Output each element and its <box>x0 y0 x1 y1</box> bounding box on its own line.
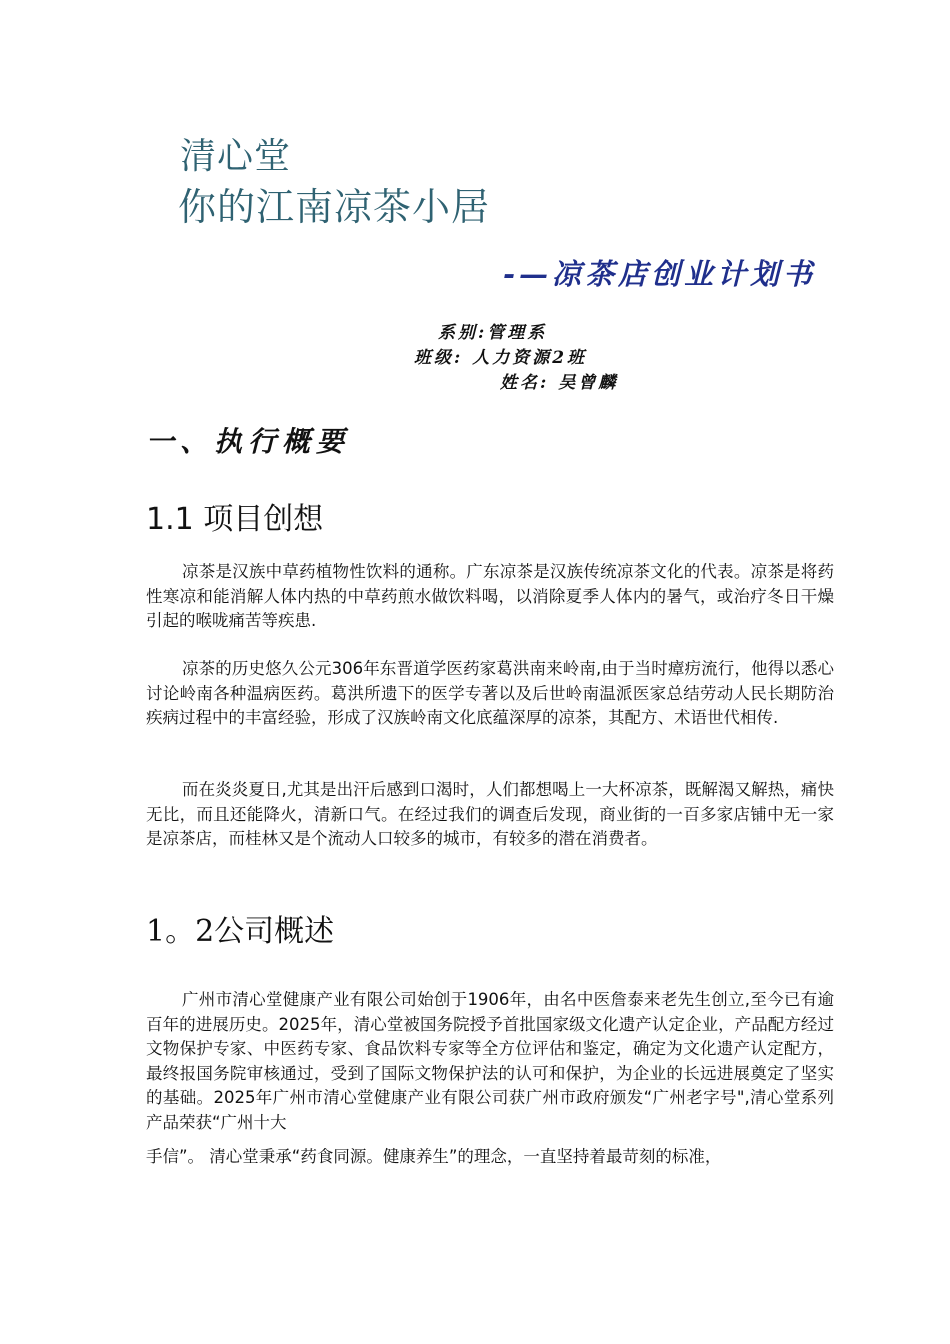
paragraph-project-idea-3: 而在炎炎夏日,尤其是出汗后感到口渴时，人们都想喝上一大杯凉茶，既解渴又解热，痛快无比，而且还能降火，清新口气。在经过我们的调查后发现，商业街的一百多家店铺中无一家是凉茶店，而桂林又是个流动人口较多的城市，有较多的潜在消费者。 <box>146 780 834 848</box>
cover-title-brand: 清心堂 <box>180 136 292 177</box>
paragraph-company-overview <box>146 988 834 1170</box>
cover-author-name: 姓名: 吴曾麟 <box>500 373 619 393</box>
paragraph-company-overview-main: 广州市清心堂健康产业有限公司始创于1906年，由名中医詹泰来老先生创立,至今已有逾百年的进展历史。2025年，清心堂被国务院授予首批国家级文化遗产认定企业，产品配方经过文物保护专家、中医药专家、食品饮料专家等全方位评估和鉴定，确定为文化遗产认定配方，最终报国务院审核通过，受到了国际文物保护法的认可和保护，为企业的长远进展奠定了坚实的基础。2025年广州市清心堂健康产业有限公司获广州市政府颁发“广州老字号",清心堂系列产品荣获“广州十大 <box>146 990 834 1132</box>
subsection-heading-project-idea: 1.1 项目创想 <box>146 502 324 537</box>
cover-class: 班级: 人力资源2班 <box>414 348 588 368</box>
paragraph-company-overview-tail: 手信”。 清心堂秉承“药食同源。健康养生”的理念，一直坚持着最苛刻的标准， <box>146 1147 722 1166</box>
cover-title-tagline: 你的江南凉茶小居 <box>178 185 491 229</box>
paragraph-project-idea-2: 凉茶的历史悠久公元306年东晋道学医药家葛洪南来岭南,由于当时瘴疠流行，他得以悉心讨论岭南各种温病医药。葛洪所遗下的医学专著以及后世岭南温派医家总结劳动人民长期防治疾病过程中的丰富经验，形成了汉族岭南文化底蕴深厚的凉茶，其配方、术语世代相传. <box>146 659 834 727</box>
section-heading-executive-summary: 一、执行概要 <box>146 425 351 458</box>
paragraph-project-idea-1: 凉茶是汉族中草药植物性饮料的通称。广东凉茶是汉族传统凉茶文化的代表。凉茶是将药性寒凉和能消解人体内热的中草药煎水做饮料喝，以消除夏季人体内的暑气，或治疗冬日干燥引起的喉咙痛苦等疾患. <box>146 562 834 630</box>
subsection-heading-company-overview: 1。2公司概述 <box>146 914 335 949</box>
cover-subtitle: -—凉茶店创业计划书 <box>503 257 817 291</box>
cover-department: 系别:管理系 <box>438 323 548 343</box>
